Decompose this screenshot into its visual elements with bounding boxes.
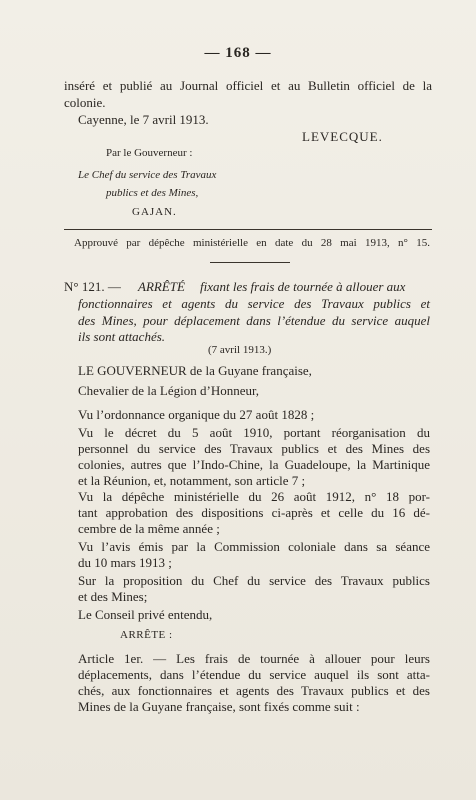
vu-clause: colonies, autres que l’Indo-Chine, la Guadeloupe, la Martinique <box>78 457 430 472</box>
article-text: Mines de la Guyane française, sont fixés comme suit : <box>78 699 360 714</box>
arrete-title: fixant les frais de tournée à allouer aux <box>200 279 406 294</box>
arrete-label: ARRÊTE : <box>120 629 173 641</box>
prev-text-line: colonie. <box>64 95 106 110</box>
chef-title: Le Chef du service des Travaux <box>78 169 217 181</box>
governor-line: Chevalier de la Légion d’Honneur, <box>78 383 260 398</box>
article-text: Article 1er. — Les frais de tournée à allouer pour leurs <box>78 651 430 666</box>
vu-clause: et la Réunion, et, notamment, son article 7 ; <box>78 473 306 488</box>
prev-text-line: inséré et publié au Journal officiel et au Bulletin officiel de la <box>64 78 432 93</box>
chef-name: GAJAN. <box>132 206 177 218</box>
vu-clause: du 10 mars 1913 ; <box>78 555 172 570</box>
governor-line: LE GOUVERNEUR de la Guyane française, <box>78 363 312 378</box>
chef-title: publics et des Mines, <box>106 187 199 199</box>
sur-clause: Sur la proposition du Chef du service des Travaux publics <box>78 573 430 588</box>
arrete-title: des Mines, pour déplacement dans l’étendue du service auquel <box>78 313 430 328</box>
article-text: déplacements, dans l’étendue du service auquel ils sont atta- <box>78 667 430 682</box>
short-divider <box>210 262 290 263</box>
arrete-title: fonctionnaires et agents du service des Travaux publics et <box>78 296 430 311</box>
by-governor: Par le Gouverneur : <box>106 147 193 159</box>
sur-clause: et des Mines; <box>78 589 148 604</box>
vu-clause: tant approbation des dispositions ci-après et celle du 16 dé- <box>78 505 430 520</box>
vu-clause: cembre de la même année ; <box>78 521 220 536</box>
vu-clause: Vu l’ordonnance organique du 27 août 1828 ; <box>78 407 315 422</box>
vu-clause: Vu le décret du 5 août 1910, portant réorganisation du <box>78 425 430 440</box>
conseil-clause: Le Conseil privé entendu, <box>78 607 213 622</box>
arrete-date: (7 avril 1913.) <box>208 344 272 356</box>
article-text: chés, aux fonctionnaires et agents des Travaux publics et des <box>78 683 430 698</box>
divider <box>64 229 432 230</box>
date-place: Cayenne, le 7 avril 1913. <box>78 112 209 127</box>
arrete-title-word: ARRÊTÉ <box>138 279 185 294</box>
approval-note: Approuvé par dépêche ministérielle en date du 28 mai 1913, n° 15. <box>74 237 430 249</box>
signature: LEVECQUE. <box>302 129 383 144</box>
arrete-number: N° 121. — <box>64 279 121 294</box>
vu-clause: personnel du service des Travaux publics et des Mines des <box>78 441 430 456</box>
vu-clause: Vu la dépêche ministérielle du 26 août 1912, n° 18 por- <box>78 489 430 504</box>
arrete-title: ils sont attachés. <box>78 329 166 344</box>
vu-clause: Vu l’avis émis par la Commission coloniale dans sa séance <box>78 539 430 554</box>
page-number: — 168 — <box>204 45 272 61</box>
